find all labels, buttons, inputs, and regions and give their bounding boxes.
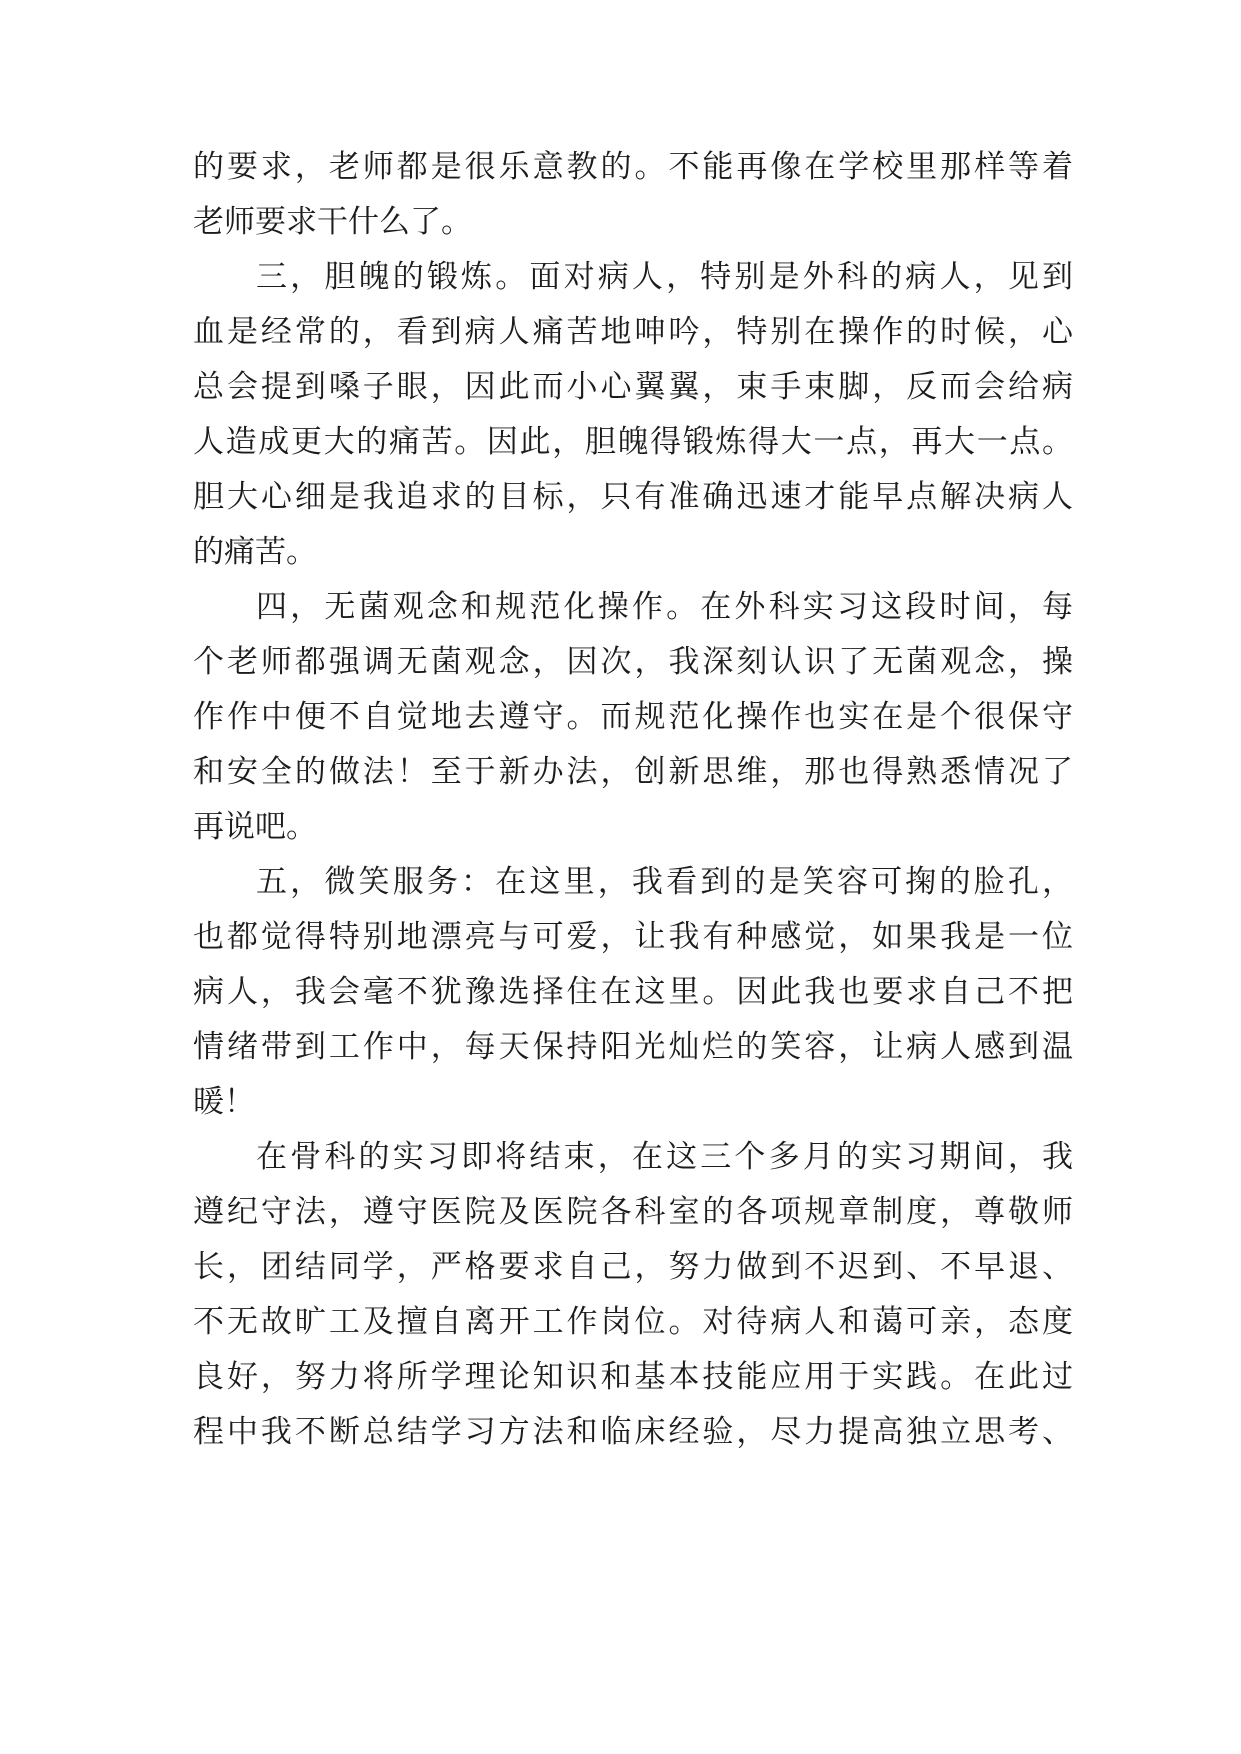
text-line: 的痛苦。 <box>193 534 317 570</box>
text-line: 长，团结同学，严格要求自己，努力做到不迟到、不早退、 <box>193 1249 1073 1285</box>
text-line: 老师要求干什么了。 <box>193 204 472 240</box>
paragraph-start-line: 三，胆魄的锻炼。面对病人，特别是外科的病人，见到 <box>256 259 1073 295</box>
paragraph-start-line: 四，无菌观念和规范化操作。在外科实习这段时间，每 <box>256 589 1073 625</box>
text-line: 程中我不断总结学习方法和临床经验，尽力提高独立思考、 <box>193 1414 1073 1450</box>
text-line: 的要求，老师都是很乐意教的。不能再像在学校里那样等着 <box>193 149 1073 185</box>
paragraph-start-line: 在骨科的实习即将结束，在这三个多月的实习期间，我 <box>256 1139 1073 1175</box>
text-line: 暖！ <box>193 1084 255 1120</box>
text-line: 胆大心细是我追求的目标，只有准确迅速才能早点解决病人 <box>193 479 1073 515</box>
text-line: 作作中便不自觉地去遵守。而规范化操作也实在是个很保守 <box>193 699 1073 735</box>
text-line: 不无故旷工及擅自离开工作岗位。对待病人和蔼可亲，态度 <box>193 1304 1073 1340</box>
text-line: 血是经常的，看到病人痛苦地呻吟，特别在操作的时候，心 <box>193 314 1073 350</box>
text-line: 病人，我会毫不犹豫选择住在这里。因此我也要求自己不把 <box>193 974 1073 1010</box>
text-line: 情绪带到工作中，每天保持阳光灿烂的笑容，让病人感到温 <box>193 1029 1073 1065</box>
text-line: 再说吧。 <box>193 809 317 845</box>
text-line: 和安全的做法！至于新办法，创新思维，那也得熟悉情况了 <box>193 754 1073 790</box>
paragraph-start-line: 五，微笑服务：在这里，我看到的是笑容可掬的脸孔， <box>256 864 1073 900</box>
text-line: 个老师都强调无菌观念，因次，我深刻认识了无菌观念，操 <box>193 644 1073 680</box>
text-line: 总会提到嗓子眼，因此而小心翼翼，束手束脚，反而会给病 <box>193 369 1073 405</box>
text-line: 也都觉得特别地漂亮与可爱，让我有种感觉，如果我是一位 <box>193 919 1073 955</box>
text-line: 良好，努力将所学理论知识和基本技能应用于实践。在此过 <box>193 1359 1073 1395</box>
text-line: 人造成更大的痛苦。因此，胆魄得锻炼得大一点，再大一点。 <box>193 424 1073 460</box>
text-line: 遵纪守法，遵守医院及医院各科室的各项规章制度，尊敬师 <box>193 1194 1073 1230</box>
